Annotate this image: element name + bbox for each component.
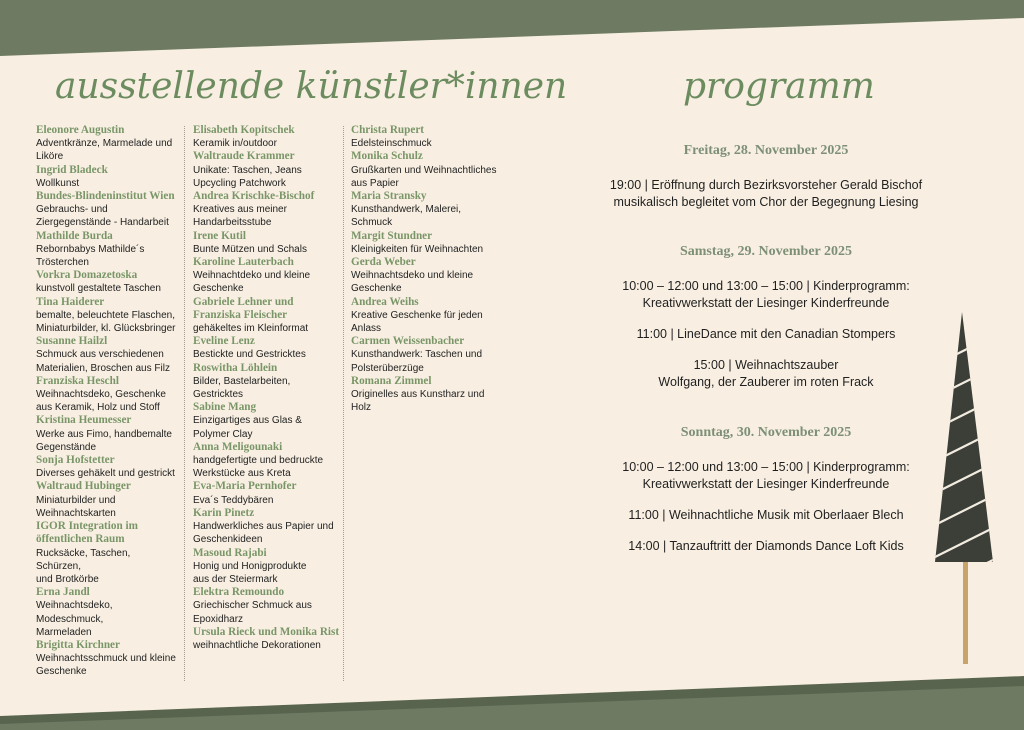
artist-description: Rebornbabys Mathilde´s [36, 243, 145, 255]
artist-entry [193, 150, 343, 190]
artist-entry [193, 335, 343, 361]
artist-name: Ursula Rieck und Monika Rist [193, 625, 340, 638]
program-event-line: Wolfgang, der Zauberer im roten Frack [658, 374, 874, 389]
artists-column-3 [351, 124, 501, 414]
artist-description: Diverses gehäkelt und gestrickt [36, 468, 175, 480]
program-event [566, 177, 966, 210]
artist-entry [36, 190, 178, 230]
artist-name: Tina Haiderer [36, 295, 105, 308]
artist-description: Miniaturbilder, kl. Glücksbringer [36, 323, 176, 335]
artist-name: Eveline Lenz [193, 335, 255, 348]
artist-entry [351, 256, 501, 296]
artist-description: Kunsthandwerk: Taschen und [351, 349, 483, 361]
program-event-line: Kreativwerkstatt der Liesinger Kinderfreunde [642, 476, 890, 491]
artist-description: Grußkarten und Weihnachtliches [351, 164, 497, 176]
artist-name: Karoline Lauterbach [193, 256, 294, 269]
artist-description: Honig und Honigprodukte [193, 560, 307, 572]
artist-description: Epoxidharz [193, 613, 244, 625]
artist-description: aus Papier [351, 177, 399, 189]
artist-name: Vorkra Domazetoska [36, 269, 138, 282]
artist-entry [36, 454, 178, 480]
artist-description: Weihnachtsdeko, Modeschmuck, [36, 600, 113, 625]
artist-description: Schmuck aus verschiedenen [36, 349, 164, 361]
program-event-line: musikalisch begleitet vom Chor der Begegnung Liesing [613, 194, 919, 209]
artist-description: Bilder, Bastelarbeiten, [193, 375, 291, 387]
artist-description: kunstvoll gestaltete Taschen [36, 283, 161, 295]
artist-description: Edelsteinschmuck [351, 138, 432, 150]
artist-description: Weihnachtdeko und kleine [193, 270, 311, 282]
artist-description: Trösterchen [36, 257, 89, 269]
program-event [566, 507, 966, 524]
artist-description: Upcycling Patchwork [193, 177, 286, 189]
artist-entry [36, 296, 178, 336]
artist-name: Mathilde Burda [36, 229, 113, 242]
artist-name: Andrea Krischke-Bischof [193, 190, 315, 203]
artist-entry [193, 190, 343, 230]
artist-entry [36, 230, 178, 270]
program-heading: programm [683, 66, 875, 107]
artist-entry [193, 586, 343, 626]
artist-description: Liköre [36, 151, 64, 163]
artist-name: Irene Kutil [193, 229, 246, 242]
artist-description: Kleinigkeiten für Weihnachten [351, 243, 484, 255]
program-event-line: 14:00 | Tanzauftritt der Diamonds Dance Loft Kids [628, 539, 904, 553]
artist-name: Margit Stundner [351, 229, 433, 242]
artist-entry [36, 414, 178, 454]
artist-name: Gerda Weber [351, 256, 416, 269]
artist-description: Unikate: Taschen, Jeans [193, 164, 302, 176]
artist-entry [36, 269, 178, 295]
program-event-line: 15:00 | Weihnachtszauber [693, 358, 839, 372]
artist-name: Christa Rupert [351, 124, 425, 136]
artist-description: Gebrauchs- und [36, 204, 108, 216]
artist-description: Werkstücke aus Kreta [193, 468, 291, 480]
artist-name: Elisabeth Kopitschek [193, 124, 295, 136]
artist-name: Waltraud Hubinger [36, 480, 131, 493]
artist-name: Andrea Weihs [351, 295, 419, 308]
program-event-line: 10:00 – 12:00 und 13:00 – 15:00 | Kinderprogramm: [622, 279, 910, 293]
program-date: Sonntag, 30. November 2025 [680, 425, 852, 440]
artist-description: Bunte Mützen und Schals [193, 243, 307, 255]
artist-description: Handwerkliches aus Papier und [193, 521, 334, 533]
artist-description: Handarbeitsstube [193, 217, 272, 229]
artist-entry [351, 124, 501, 150]
artist-description: handgefertigte und bedruckte [193, 455, 324, 467]
artist-name: Waltraude Krammer [193, 150, 295, 163]
program-event-line: 19:00 | Eröffnung durch Bezirksvorsteher Gerald Bischof [609, 178, 923, 192]
artist-name: Erna Jandl [36, 586, 90, 599]
artist-description: Eva´s Teddybären [193, 494, 274, 506]
artist-entry [193, 507, 343, 547]
artist-name: Roswitha Löhlein [193, 361, 278, 374]
artist-description: Kreative Geschenke für jeden [351, 309, 483, 321]
artist-description: Anlass [351, 323, 382, 335]
program-date: Samstag, 29. November 2025 [679, 244, 852, 259]
artist-description: Schmuck [351, 217, 393, 229]
artist-name: Karin Pinetz [193, 506, 255, 519]
artist-entry [36, 520, 178, 586]
artist-entry [351, 375, 501, 415]
artist-description: und Brotkörbe [36, 573, 99, 585]
artist-name: Eva-Maria Pernhofer [193, 480, 297, 493]
artist-description: Werke aus Fimo, handbemalte [36, 428, 172, 440]
program-event-line: 10:00 – 12:00 und 13:00 – 15:00 | Kinderprogramm: [622, 460, 910, 474]
artist-description: Griechischer Schmuck aus [193, 600, 312, 612]
artist-description: Gegenstände [36, 441, 97, 453]
artist-entry [351, 150, 501, 190]
artist-description: Weihnachtsdeko, Geschenke [36, 389, 166, 401]
artists-heading: ausstellende künstler*innen [55, 66, 568, 107]
artist-description: Polsterüberzüge [351, 362, 424, 374]
artist-name: Romana Zimmel [351, 374, 432, 387]
artist-name: Franziska Heschl [36, 374, 119, 387]
artist-description: Marmeladen [36, 626, 92, 638]
program-event [566, 538, 966, 555]
program-event [566, 459, 966, 492]
artist-description: aus Keramik, Holz und Stoff [36, 402, 160, 414]
artist-name: Brigitta Kirchner [36, 638, 120, 651]
program-date: Freitag, 28. November 2025 [683, 143, 849, 158]
artist-entry [36, 164, 178, 190]
artist-description: Ziergegenstände - Handarbeit [36, 217, 169, 229]
artist-name: Eleonore Augustin [36, 124, 125, 136]
artist-description: Rucksäcke, Taschen, Schürzen, [36, 547, 131, 572]
artist-name: Anna Meligounaki [193, 440, 283, 453]
artist-entry [193, 480, 343, 506]
artist-entry [193, 547, 343, 587]
tree-trunk [963, 560, 968, 664]
artist-name: Elektra Remoundo [193, 586, 285, 599]
artist-name: Bundes-Blindeninstitut Wien [36, 190, 175, 203]
artist-description: Kreatives aus meiner [193, 204, 287, 216]
artist-entry [36, 586, 178, 639]
artist-description: Geschenke [193, 283, 244, 295]
artist-entry [351, 296, 501, 336]
artist-description: Holz [351, 402, 372, 414]
artist-entry [351, 190, 501, 230]
artist-name: Kristina Heumesser [36, 414, 132, 427]
artist-entry [193, 626, 343, 652]
artist-description: Polymer Clay [193, 428, 253, 440]
artist-name: Masoud Rajabi [193, 546, 267, 559]
program-section [566, 0, 966, 730]
artist-entry [193, 362, 343, 402]
artist-description: Miniaturbilder und [36, 494, 116, 506]
artist-description: Weihnachtsdeko und kleine [351, 270, 474, 282]
program-event [566, 278, 966, 311]
christmas-tree-icon [925, 310, 1005, 670]
artist-description: gehäkeltes im Kleinformat [193, 323, 309, 335]
column-divider [343, 126, 344, 681]
artist-entry [193, 124, 343, 150]
artist-description: Bestickte und Gestricktes [193, 349, 306, 361]
artist-entry [36, 335, 178, 375]
artist-entry [193, 441, 343, 481]
artists-column-1 [36, 124, 178, 679]
artist-name: Ingrid Bladeck [36, 163, 108, 176]
artist-entry [193, 256, 343, 296]
artist-description: Adventkränze, Marmelade und [36, 138, 173, 150]
artist-entry [193, 401, 343, 441]
artist-name: Gabriele Lehner und Franziska Fleischer [193, 295, 294, 321]
program-event-line: Kreativwerkstatt der Liesinger Kinderfreunde [642, 295, 890, 310]
program-event-line: 11:00 | LineDance mit den Canadian Stompers [636, 327, 896, 341]
artist-name: IGOR Integration im öffentlichen Raum [36, 520, 138, 546]
artist-description: Weihnachtskarten [36, 507, 116, 519]
artist-entry [36, 124, 178, 164]
artist-entry [36, 480, 178, 520]
artist-description: bemalte, beleuchtete Flaschen, [36, 309, 175, 321]
artist-name: Maria Stransky [351, 190, 427, 203]
program-event [566, 357, 966, 390]
artist-name: Sabine Mang [193, 401, 257, 414]
artist-entry [351, 230, 501, 256]
artist-description: Geschenkideen [193, 534, 263, 546]
artist-entry [193, 296, 343, 336]
artist-description: Keramik in/outdoor [193, 138, 277, 150]
artist-description: Kunsthandwerk, Malerei, [351, 204, 462, 216]
artist-entry [36, 375, 178, 415]
artist-description: Geschenke [351, 283, 402, 295]
artist-entry [351, 335, 501, 375]
artist-description: Geschenke [36, 666, 87, 678]
artists-column-2 [193, 124, 343, 652]
artist-name: Monika Schulz [351, 150, 423, 163]
artist-description: Materialien, Broschen aus Filz [36, 362, 170, 374]
artist-description: Einzigartiges aus Glas & [193, 415, 302, 427]
program-event [566, 326, 966, 343]
artist-name: Carmen Weissenbacher [351, 335, 465, 348]
artist-description: weihnachtliche Dekorationen [193, 639, 321, 651]
artist-description: Weihnachtsschmuck und kleine [36, 653, 176, 665]
artist-name: Sonja Hofstetter [36, 454, 115, 467]
column-divider [184, 126, 185, 681]
artist-description: aus der Steiermark [193, 573, 278, 585]
artist-name: Susanne Hailzl [36, 335, 108, 348]
artist-description: Originelles aus Kunstharz und [351, 389, 485, 401]
program-event-line: 11:00 | Weihnachtliche Musik mit Oberlaaer Blech [628, 508, 904, 522]
artist-description: Gestricktes [193, 389, 244, 401]
artist-description: Wollkunst [36, 177, 80, 189]
artist-entry [36, 639, 178, 679]
artist-entry [193, 230, 343, 256]
